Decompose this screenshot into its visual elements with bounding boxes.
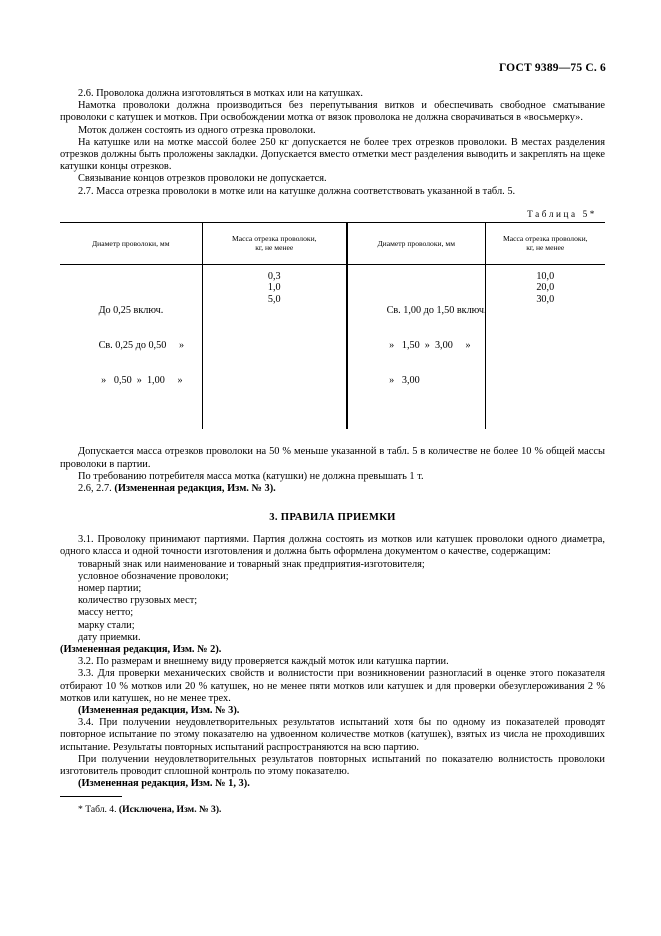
list-item: марку стали; (78, 619, 135, 631)
mass-right-2: 20,0 (536, 282, 555, 294)
document-body (60, 88, 605, 790)
header-mass-1 (202, 222, 347, 264)
spacer-before-table-caption (60, 198, 605, 209)
paragraph-2-6: 2.6. Проволока должна изготовляться в мотках или на катушках. (78, 88, 364, 99)
section-title-3: 3. ПРАВИЛА ПРИЕМКИ (269, 512, 396, 524)
mass-left-3: 5,0 (267, 293, 281, 305)
paragraph-no-tying: Связывание концов отрезков проволоки не допускается. (78, 173, 327, 185)
paragraph-3-4: 3.4. При получении неудовлетворительных результатов испытаний хотя бы по одному из показателей проводят повторное испытание по этому показателю на удвоенном количестве мотков (катушек), взятых из числа не проходивших испытание. Результаты повторных испытаний распространяются на всю партию. (60, 717, 605, 753)
list-item: дату приемки. (78, 631, 141, 643)
mass-left-2: 1,0 (267, 282, 281, 294)
table-head (60, 222, 605, 264)
diameter-left-1: До 0,25 включ. (98, 305, 164, 317)
diameter-left-3: » 0,50 » 1,00 » (98, 374, 183, 386)
paragraph-revision-2-6-2-7 (60, 483, 605, 495)
diameter-right-3: » 3,00 (386, 374, 420, 386)
paragraph-2-7: 2.7. Масса отрезка проволоки в мотке или на катушке должна соответствовать указанной в табл. 5. (78, 185, 516, 197)
spacer-after-section-title (60, 523, 605, 534)
table-header-row (60, 222, 605, 264)
wire-segment-mass-table (60, 222, 605, 430)
list-item: массу нетто; (78, 607, 134, 619)
cell-masses-right (485, 264, 605, 429)
revision-note-izm-1-3: (Измененная редакция, Изм. № 1, 3). (78, 778, 250, 790)
mass-right-1: 10,0 (536, 270, 555, 282)
paragraph-allowance-50-percent: Допускается масса отрезков проволоки на 50 % меньше указанной в табл. 5 в количестве не более 10 % общей массы проволоки в партии. (60, 446, 605, 470)
cell-diameters-left (60, 264, 202, 429)
header-mass-1-line2: кг, не менее (255, 243, 294, 253)
paragraph-3-3: 3.3. Для проверки механических свойств и волнистости при возникновении разногласий в оценке этого показателя отбирают 10 % мотков или 20 % катушек, но не менее пяти мотков или катушек и для проверки обезуглероживания 2 % мотков или катушек, но не менее трех. (60, 668, 605, 704)
revision-prefix-2627: 2.6, 2.7. (78, 482, 115, 494)
paragraph-3-4-continued: При получении неудовлетворительных результатов повторных испытаний по показателю волнистость проволоки изготовитель проводит сплошной контроль по этому показателю. (60, 753, 605, 778)
paragraph-coil-single-segment: Моток должен состоять из одного отрезка проволоки. (78, 124, 316, 136)
list-item: номер партии; (78, 582, 142, 594)
cell-masses-left (202, 264, 347, 429)
diameter-left-2: Св. 0,25 до 0,50 » (98, 340, 185, 352)
list-item: условное обозначение проволоки; (78, 570, 229, 582)
footnote-marker-text: * Табл. 4. (78, 804, 119, 815)
header-mass-2-line1: Масса отрезка проволоки, (502, 233, 588, 243)
footnote-area (60, 796, 605, 816)
mass-left-1: 0,3 (267, 270, 281, 282)
diameter-right-1: Св. 1,00 до 1,50 включ. (386, 305, 487, 317)
table-caption: Таблица 5* (527, 208, 597, 219)
header-mass-1-line1: Масса отрезка проволоки, (231, 233, 317, 243)
footnote-revision-note: (Исключена, Изм. № 3). (118, 804, 222, 815)
list-item: количество грузовых мест; (78, 595, 198, 607)
paragraph-winding: Намотка проволоки должна производиться без перепутывания витков и обеспечивать свободное сматывание проволоки с катушек и мотков. При освобождении мотка от вязок проволока не должна сворачиваться в «восьмерку». (60, 100, 605, 124)
cell-diameters-right (347, 264, 485, 429)
list-item: товарный знак или наименование и товарный знак предприятия-изготовителя; (78, 558, 425, 570)
header-diameter-1: Диаметр проволоки, мм (60, 222, 202, 264)
spacer-after-table (60, 429, 605, 446)
table-body (60, 264, 605, 429)
revision-note-2627: (Измененная редакция, Изм. № 3). (114, 482, 276, 494)
revision-note-izm-3: (Измененная редакция, Изм. № 3). (78, 705, 240, 717)
footnote-table-4 (60, 804, 605, 816)
paragraph-3-2: 3.2. По размерам и внешнему виду проверяется каждый моток или катушка партии. (78, 656, 449, 668)
paragraph-3-1: 3.1. Проволоку принимают партиями. Партия должна состоять из мотков или катушек проволоки одного диаметра, одного класса и одной точности изготовления и должна быть оформлена документом о качестве, содержащим: (60, 534, 605, 558)
page-header: ГОСТ 9389—75 С. 6 (498, 62, 606, 74)
diameter-right-2: » 1,50 » 3,00 » (386, 340, 471, 352)
paragraph-mass-over-250kg: На катушке или на мотке массой более 250 кг допускается не более трех отрезков проволоки. В местах разделения отрезков должны быть проложены закладки. Допускается вместо отметки мест разделения выводить и закреплять на щеке катушки концы отрезков. (60, 136, 605, 173)
table-row (60, 264, 605, 429)
footnote-separator (60, 796, 122, 797)
header-mass-2-line2: кг, не менее (526, 243, 565, 253)
paragraph-consumer-request: По требованию потребителя масса мотка (катушки) не должна превышать 1 т. (78, 470, 424, 482)
spacer-before-section-3 (60, 495, 605, 512)
header-diameter-2: Диаметр проволоки, мм (347, 222, 485, 264)
mass-right-3: 30,0 (536, 293, 555, 305)
revision-note-izm-2: (Измененная редакция, Изм. № 2). (60, 644, 222, 655)
header-mass-2 (485, 222, 605, 264)
